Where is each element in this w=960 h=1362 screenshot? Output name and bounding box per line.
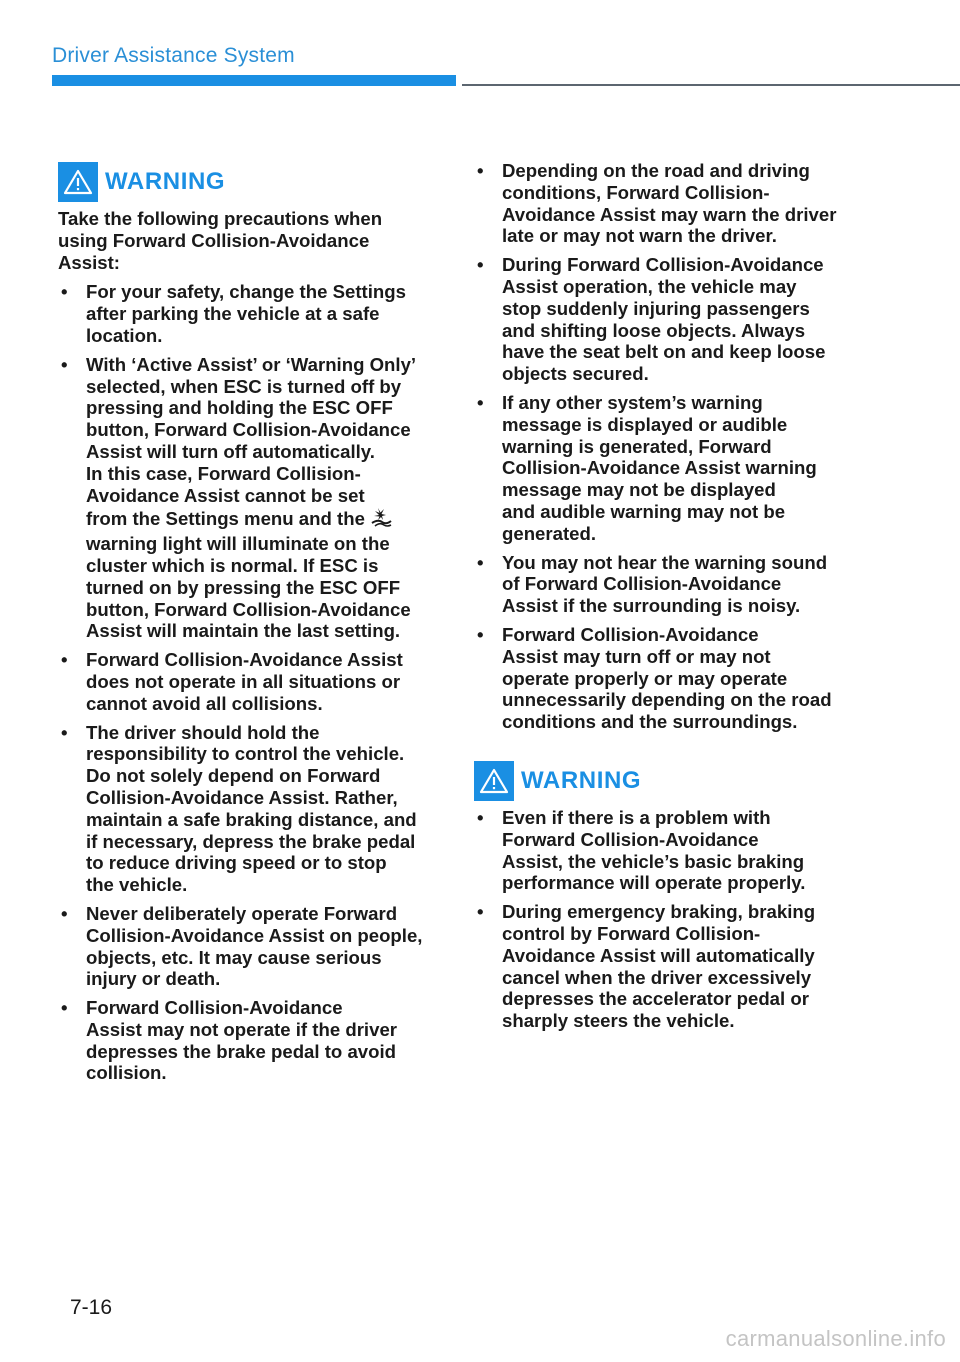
bullet-line: cancel when the driver excessively (502, 966, 812, 988)
bullet-line: warning light will illuminate on the (86, 533, 390, 555)
bullet-line: pressing and holding the ESC OFF (86, 397, 393, 419)
bullet-line: the vehicle. (86, 874, 188, 896)
bullet-line: responsibility to control the vehicle. (86, 743, 405, 765)
intro-line: Assist: (58, 251, 121, 273)
bullet-line: message is displayed or audible (502, 413, 788, 435)
bullet-line: sharply steers the vehicle. (502, 1010, 735, 1032)
bullet-line: location. (86, 324, 163, 346)
bullet-line: Avoidance Assist may warn the driver (502, 203, 837, 225)
bullet-line: warning is generated, Forward (502, 435, 772, 457)
bullet-line-text: from the Settings menu and the (86, 508, 365, 530)
warning-2-bullet-list (474, 807, 858, 1032)
bullet-item (58, 649, 442, 714)
bullet-line: • You may not hear the warning sound (502, 551, 828, 573)
warning-bullet-list-continued (474, 160, 858, 733)
bullet-line: Assist will maintain the last setting. (86, 620, 401, 642)
header-accent-bar (52, 75, 456, 86)
bullet-line: • For your safety, change the Settings (86, 281, 406, 303)
bullet-line: Assist operation, the vehicle may (502, 275, 797, 297)
bullet-item (474, 160, 858, 247)
bullet-line: Assist, the vehicle’s basic braking (502, 850, 805, 872)
fca-warning-light-icon (369, 506, 393, 533)
bullet-item (474, 254, 858, 385)
bullet-line: turned on by pressing the ESC OFF (86, 576, 401, 598)
page-number: 7-16 (70, 1296, 113, 1319)
bullet-line: generated. (502, 522, 597, 544)
bullet-line: Forward Collision-Avoidance (502, 828, 759, 850)
bullet-line: • The driver should hold the (86, 721, 320, 743)
bullet-line: after parking the vehicle at a safe (86, 303, 380, 325)
bullet-line: Collision-Avoidance Assist. Rather, (86, 786, 398, 808)
bullet-line: Assist will turn off automatically. (86, 440, 375, 462)
bullet-line: • Even if there is a problem with (502, 806, 771, 828)
intro-line: Take the following precautions when (58, 208, 383, 229)
warning-heading (58, 160, 442, 204)
bullet-line: message may not be displayed (502, 479, 776, 501)
bullet-line: operate properly or may operate (502, 667, 788, 689)
bullet-line: Assist may not operate if the driver (86, 1018, 398, 1040)
bullet-line: • During Forward Collision-Avoidance (502, 254, 824, 276)
bullet-line: if necessary, depress the brake pedal (86, 830, 416, 852)
bullet-line: and audible warning may not be (502, 500, 786, 522)
bullet-item (58, 903, 442, 990)
bullet-item (58, 281, 442, 346)
bullet-line: objects, etc. It may cause serious (86, 946, 382, 968)
bullet-line: selected, when ESC is turned off by (86, 375, 402, 397)
bullet-line: does not operate in all situations or (86, 670, 401, 692)
section-title: Driver Assistance System (52, 44, 295, 67)
bullet-line: Collision-Avoidance Assist on people, (86, 924, 423, 946)
bullet-item (474, 624, 858, 733)
warning-title-2: WARNING (521, 766, 642, 794)
bullet-line: • Forward Collision-Avoidance (502, 623, 759, 645)
bullet-line: maintain a safe braking distance, and (86, 808, 417, 830)
warning-triangle-icon (474, 761, 514, 801)
intro-line: using Forward Collision-Avoidance (58, 229, 370, 251)
warning-title: WARNING (105, 168, 226, 195)
bullet-line: • Depending on the road and driving (502, 160, 810, 181)
bullet-line: performance will operate properly. (502, 872, 806, 894)
warning-bullet-list (58, 281, 442, 1084)
bullet-line: • Forward Collision-Avoidance (86, 997, 343, 1019)
bullet-line: cannot avoid all collisions. (86, 692, 323, 714)
bullet-line: Assist may turn off or may not (502, 645, 771, 667)
bullet-line: and shifting loose objects. Always (502, 319, 806, 341)
bullet-line: • Never deliberately operate Forward (86, 902, 398, 924)
left-column (58, 160, 442, 1091)
bullet-line: stop suddenly injuring passengers (502, 297, 810, 319)
bullet-line: to reduce driving speed or to stop (86, 852, 387, 874)
bullet-line: Avoidance Assist cannot be set (86, 484, 365, 506)
bullet-line: Do not solely depend on Forward (86, 765, 381, 787)
bullet-line: late or may not warn the driver. (502, 225, 777, 247)
bullet-item (474, 392, 858, 545)
site-watermark: carmanualsonline.info (725, 1326, 946, 1351)
bullet-line: have the seat belt on and keep loose (502, 341, 826, 363)
warning-heading-2 (474, 759, 858, 803)
header-divider (462, 84, 960, 86)
bullet-line: cluster which is normal. If ESC is (86, 554, 379, 576)
bullet-line: depresses the brake pedal to avoid (86, 1040, 397, 1062)
right-column (474, 160, 858, 1039)
bullet-item (58, 722, 442, 896)
bullet-line: of Forward Collision-Avoidance (502, 573, 782, 595)
bullet-line: injury or death. (86, 968, 221, 990)
warning-triangle-icon (58, 162, 98, 202)
bullet-line: collision. (86, 1062, 167, 1084)
warning-intro (58, 208, 442, 273)
bullet-line: • With ‘Active Assist’ or ‘Warning Only’ (86, 353, 417, 375)
bullet-line: In this case, Forward Collision- (86, 462, 361, 484)
bullet-line: Assist if the surrounding is noisy. (502, 595, 801, 617)
bullet-line: depresses the accelerator pedal or (502, 988, 809, 1010)
bullet-line: objects secured. (502, 363, 649, 385)
bullet-item (58, 997, 442, 1084)
bullet-line: Avoidance Assist will automatically (502, 944, 815, 966)
bullet-line: unnecessarily depending on the road (502, 689, 832, 711)
bullet-line (86, 506, 442, 533)
bullet-line: button, Forward Collision-Avoidance (86, 598, 411, 620)
bullet-item (474, 552, 858, 617)
bullet-item (474, 807, 858, 894)
bullet-line: • If any other system’s warning (502, 391, 763, 413)
bullet-item (474, 901, 858, 1032)
bullet-line: Collision-Avoidance Assist warning (502, 457, 817, 479)
bullet-line: button, Forward Collision-Avoidance (86, 419, 411, 441)
bullet-line: conditions and the surroundings. (502, 711, 798, 733)
bullet-line: • During emergency braking, braking (502, 901, 816, 923)
bullet-line: • Forward Collision-Avoidance Assist (86, 649, 403, 671)
bullet-item (58, 354, 442, 642)
bullet-line: control by Forward Collision- (502, 922, 761, 944)
bullet-line: conditions, Forward Collision- (502, 181, 770, 203)
